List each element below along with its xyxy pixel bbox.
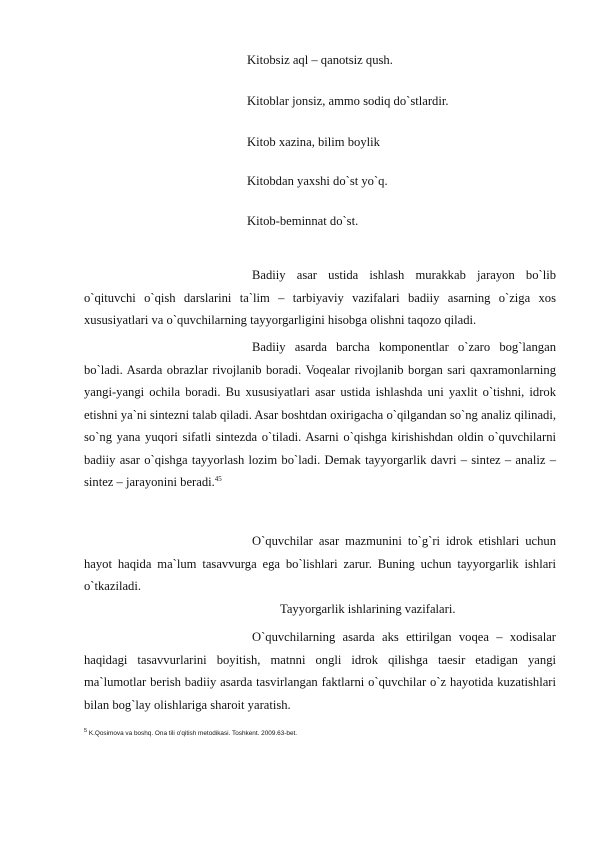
epigraph-line: Kitoblar jonsiz, ammo sodiq do`stlardir.: [247, 94, 449, 108]
paragraph-text: O`quvchilar asar mazmunini to`g`ri idrok etishlari uchun hayot haqida ma`lum tasavvurga ega bo`lishlari zarur. Buning uchun tayyorgarlik ishlari o`tkaziladi.: [84, 534, 556, 593]
paragraph-text: Badiiy asarda barcha komponentlar o`zaro bog`langan bo`ladi. Asarda obrazlar rivojlanib boradi. Voqealar rivojlanib borgan sari qaxramonlarning yangi-yangi ochila boradi. Bu xususiyatlari asar ustida ishlashda uni yaxlit o`tishni, idrok etishni ya`ni sintezni talab qiladi. Asar boshtdan oxirigacha o`qilgandan so`ng analiz qilinadi, so`ng yana yuqori sifatli sintezda o`tiladi. Asarni o`qishga kirishishdan oldin o`quvchilarni badiiy asar o`qishga tayyorlash lozim bo`ladi. Demak tayyorgarlik davri – sintez – analiz – sintez – jarayonini beradi.: [84, 340, 556, 489]
footnote-text: K.Qosimova va boshq. Ona tili o'qitish metodikasi. Toshkent. 2009.63-bet.: [88, 730, 298, 737]
footnote: [84, 730, 297, 737]
paragraph: [84, 336, 556, 494]
paragraph-text: Badiiy asar ustida ishlash murakkab jarayon bo`lib o`qituvchi o`qish darslarini ta`lim – tarbiyaviy vazifalari badiiy asarning o`ziga xos xususiyatlari va o`quvchilarning tayyorgarligini hisobga olishni taqozo qiladi.: [84, 268, 556, 327]
paragraph: [84, 530, 556, 598]
paragraph: [84, 264, 556, 332]
footnote-marker: 5: [84, 728, 88, 734]
epigraph-line: Kitob-beminnat do`st.: [247, 214, 359, 228]
epigraph-line: Kitob xazina, bilim boylik: [247, 135, 380, 149]
paragraph: [84, 626, 556, 716]
epigraph-line: Kitobdan yaxshi do`st yo`q.: [247, 174, 388, 188]
paragraph-text: O`quvchilarning asarda aks ettirilgan voqea – xodisalar haqidagi tasavvurlarini boyitish, matnni ongli idrok qilishga taesir etadigan yangi ma`lumotlar berish badiiy asarda tasvirlangan faktlarni o`quvchilar o`z hayotida kuzatishlari bilan bog`lay olishlariga sharoit yaratish.: [84, 630, 556, 712]
section-heading: Tayyorgarlik ishlarining vazifalari.: [280, 602, 456, 616]
footnote-reference: 45: [214, 475, 222, 483]
epigraph-line: Kitobsiz aql – qanotsiz qush.: [247, 53, 393, 67]
